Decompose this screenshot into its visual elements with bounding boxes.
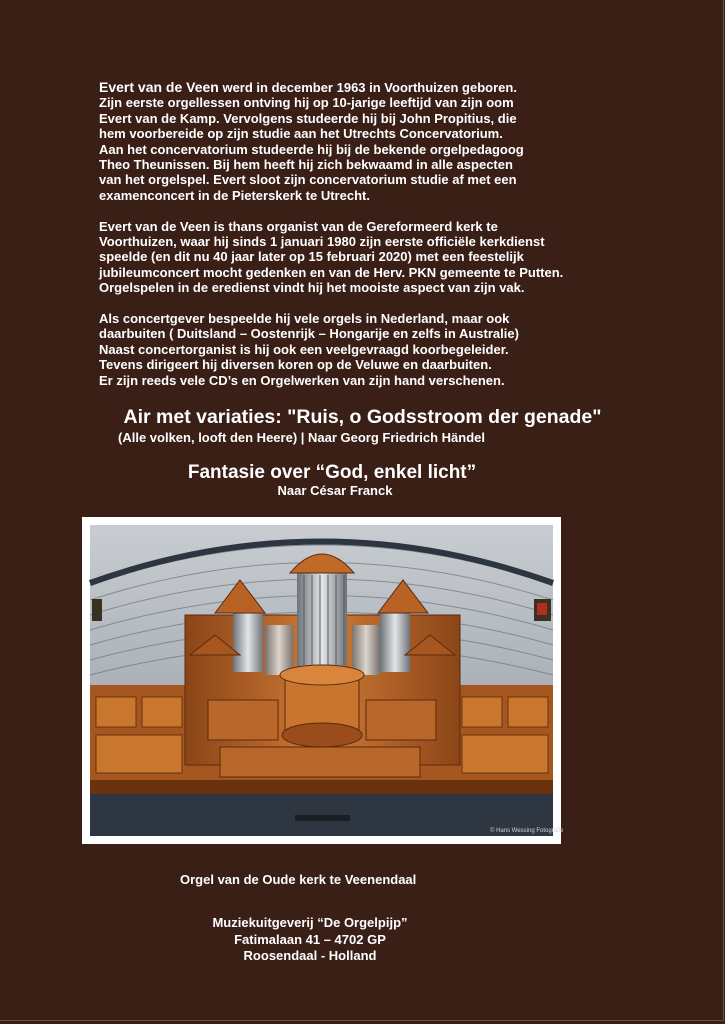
publisher-block: [0, 915, 620, 965]
bio-line: examenconcert in de Pieterskerk te Utrecht.: [99, 187, 370, 203]
organ-photo: [82, 517, 564, 844]
bio-line: Als concertgever bespeelde hij vele orgels in Nederland, maar ook: [99, 311, 510, 327]
bio-line: Naast concertorganist is hij ook een veelgevraagd koorbegeleider.: [99, 341, 509, 357]
bio-line: speelde (en dit nu 40 jaar later op 15 februari 2020) met een feestelijk: [99, 249, 524, 265]
publisher-city: Roosendaal - Holland: [243, 948, 377, 963]
bio-line: van het orgelspel. Evert sloot zijn concervatorium studie af met een: [99, 172, 517, 188]
bio-line: daarbuiten ( Duitsland – Oostenrijk – Hongarije en zelfs in Australie): [99, 326, 519, 342]
piece-2-subtitle: Naar César Franck: [277, 483, 393, 498]
photo-credit: © Hans Wessing Fotografie: [490, 828, 564, 834]
bio-line: Er zijn reeds vele CD’s en Orgelwerken van zijn hand verschenen.: [99, 372, 505, 388]
bio-line: Aan het concervatorium studeerde hij bij de bekende orgelpedagoog: [99, 141, 524, 157]
bio-line: Zijn eerste orgellessen ontving hij op 10-jarige leeftijd van zijn oom: [99, 95, 514, 111]
bio-line: Evert van de Veen is thans organist van de Gereformeerd kerk te: [99, 218, 498, 234]
bio-line: jubileumconcert mocht gedenken en van de Herv. PKN gemeente te Putten.: [99, 264, 564, 280]
bio-line: Voorthuizen, waar hij sinds 1 januari 1980 zijn eerste officiële kerkdienst: [99, 234, 545, 250]
bio-paragraph-3: [99, 311, 619, 388]
bio-paragraph-2: [99, 219, 619, 296]
bio-line: Theo Theunissen. Bij hem heeft hij zich bekwaamd in alle aspecten: [99, 157, 513, 173]
photo-caption: Orgel van de Oude kerk te Veenendaal: [180, 872, 417, 887]
publisher-address: Fatimalaan 41 – 4702 GP: [234, 931, 386, 947]
publisher-name: Muziekuitgeverij “De Orgelpijp”: [212, 915, 408, 930]
biography: [99, 80, 619, 403]
organ-illustration: [90, 525, 564, 836]
piece-1-title: Air met variaties: "Ruis, o Godsstroom der genade": [123, 406, 602, 428]
bio-paragraph-1: Evert van de Veen werd in december 1963 in Voorthuizen geboren. Zijn eerste orgellessen ontving hij op 10-jarige leeftijd van zijn oom Evert van de Kamp. Vervolgens studeerde hij bij John Propitius, die hem voorbereide op zijn studie aan het Utrechts Concervatorium. Aan het concervatorium studeerde hij bij de bekende orgelpedagoog Theo Theunissen. Bij hem heeft hij zich bekwaamd in alle aspecten van het orgelspel. Evert sloot zijn concervatorium studie af met een examenconcert in de Pieterskerk te Utrecht.: [99, 80, 619, 203]
piece-2-title: Fantasie over “God, enkel licht”: [187, 462, 477, 483]
bio-line: hem voorbereide op zijn studie aan het Utrechts Concervatorium.: [99, 126, 503, 142]
piece-1-subtitle: (Alle volken, looft den Heere) | Naar Georg Friedrich Händel: [118, 430, 485, 445]
bio-line: Tevens dirigeert hij diversen koren op de Veluwe en daarbuiten.: [99, 357, 492, 373]
composer-name: Evert van de Veen: [99, 79, 219, 95]
bio-line: Evert van de Kamp. Vervolgens studeerde hij bij John Propitius, die: [99, 110, 517, 126]
bio-line: Orgelspelen in de eredienst vindt hij het mooiste aspect van zijn vak.: [99, 280, 525, 296]
